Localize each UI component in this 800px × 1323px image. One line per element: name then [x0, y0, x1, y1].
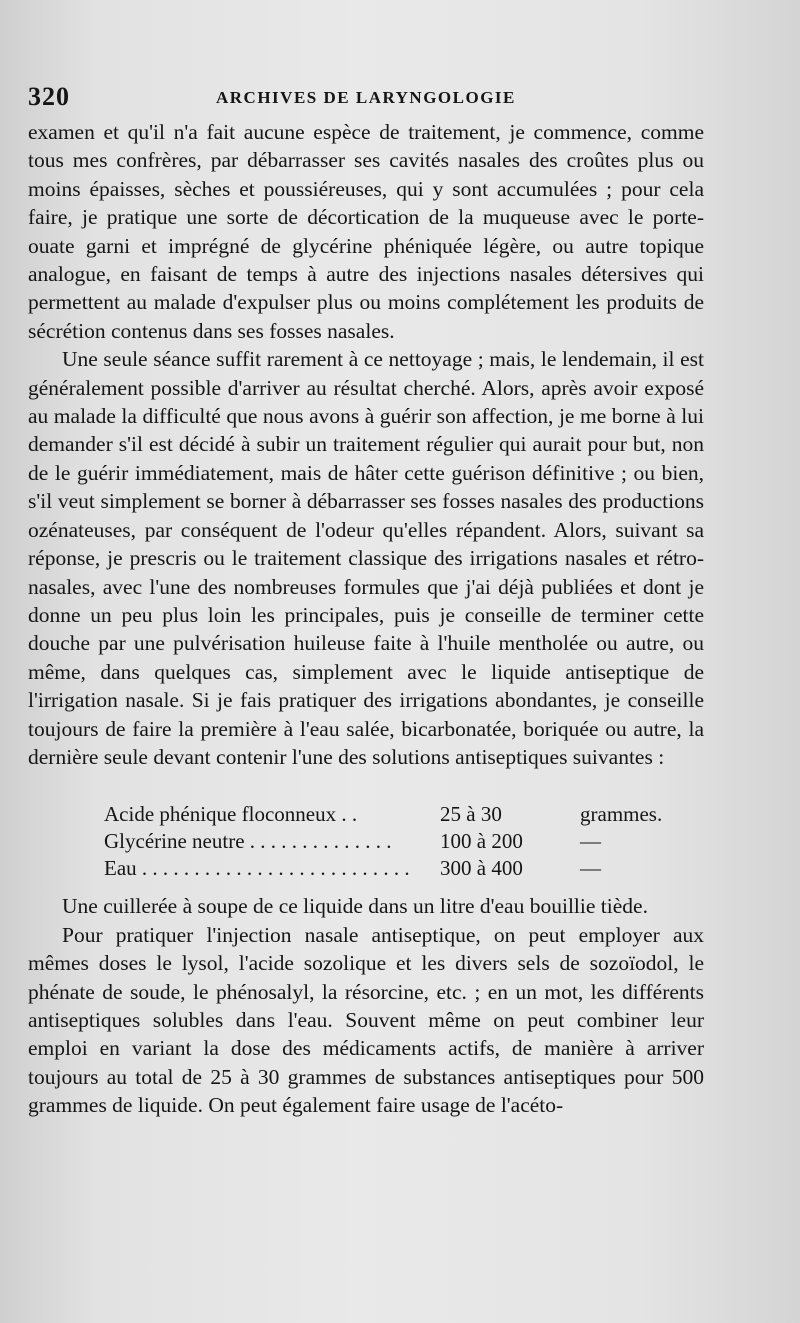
formula-unit: grammes.	[580, 802, 663, 827]
formula-row	[104, 855, 704, 882]
running-title: ARCHIVES DE LARYNGOLOGIE	[216, 88, 516, 107]
formula-ingredient: Eau . . . . . . . . . . . . . . . . . . . . . . . . . .	[104, 856, 410, 881]
paragraph: Une cuillerée à soupe de ce liquide dans un litre d'eau bouillie tiède.	[62, 894, 648, 919]
body-text	[28, 118, 704, 1120]
paragraph: Une seule séance suffit rarement à ce nettoyage ; mais, le lendemain, il est généralement possible d'arriver au résultat cherché. Alors, après avoir exposé au malade la difficulté que nous avons à guérir son affection, je me borne à lui demander s'il est décidé à subir un traitement régulier qui aurait pour but, non de le guérir immédiatement, mais de hâter cette guérison définitive ; ou bien, s'il veut simplement se borner à débarrasser ses fosses nasales des productions ozénateuses, par conséquent de l'odeur qu'elles répandent. Alors, suivant sa réponse, je prescris ou le traitement classique des irrigations nasales et rétro-nasales, avec l'une des nombreuses formules que j'ai déjà publiées et dont je donne un peu plus loin les principales, puis je conseille de terminer cette douche par une pulvérisation huileuse faite à l'huile mentholée ou autre, ou même, dans quelques cas, simplement avec le liquide antiseptique de l'irrigation nasale. Si je fais pratiquer des irrigations abondantes, je conseille toujours de faire la première à l'eau salée, bicarbonatée, boriquée ou autre, la dernière seule devant contenir l'une des solutions antiseptiques suivantes :	[28, 347, 704, 769]
page-number: 320	[28, 82, 70, 111]
formula-ingredient: Acide phénique floconneux . .	[104, 802, 358, 827]
formula-row	[104, 801, 704, 828]
page-header	[28, 82, 760, 114]
paragraph: Pour pratiquer l'injection nasale antiseptique, on peut employer aux mêmes doses le lysol, l'acide sozolique et les divers sels de sozoïodol, le phénate de soude, le phénosalyl, la résorcine, etc. ; en un mot, les différents antiseptiques solubles dans l'eau. Souvent même on peut combiner leur emploi en variant la dose des médicaments actifs, de manière à arriver toujours au total de 25 à 30 grammes de substances antiseptiques pour 500 grammes de liquide. On peut également faire usage de l'acéto-	[28, 922, 704, 1118]
prescription-formula	[104, 801, 704, 882]
formula-unit: —	[580, 856, 601, 881]
formula-unit: —	[580, 829, 601, 854]
formula-amount: 25 à 30	[440, 802, 502, 827]
formula-row	[104, 828, 704, 855]
formula-amount: 100 à 200	[440, 829, 523, 854]
formula-amount: 300 à 400	[440, 856, 523, 881]
formula-ingredient: Glycérine neutre . . . . . . . . . . . . . .	[104, 829, 392, 854]
paragraph-continuation: examen et qu'il n'a fait aucune espèce de traitement, je commence, comme tous mes confrères, par débarrasser ses cavités nasales des croûtes plus ou moins épaisses, sèches et poussiéreuses, qui y sont accumulées ; pour cela faire, je pratique une sorte de décortication de la muqueuse avec le porte-ouate garni et imprégné de glycérine phéniquée légère, ou autre topique analogue, en faisant de temps à autre des injections nasales détersives qui permettent au malade d'expulser plus ou moins complétement les produits de sécrétion contenus dans ses fosses nasales.	[28, 120, 704, 343]
